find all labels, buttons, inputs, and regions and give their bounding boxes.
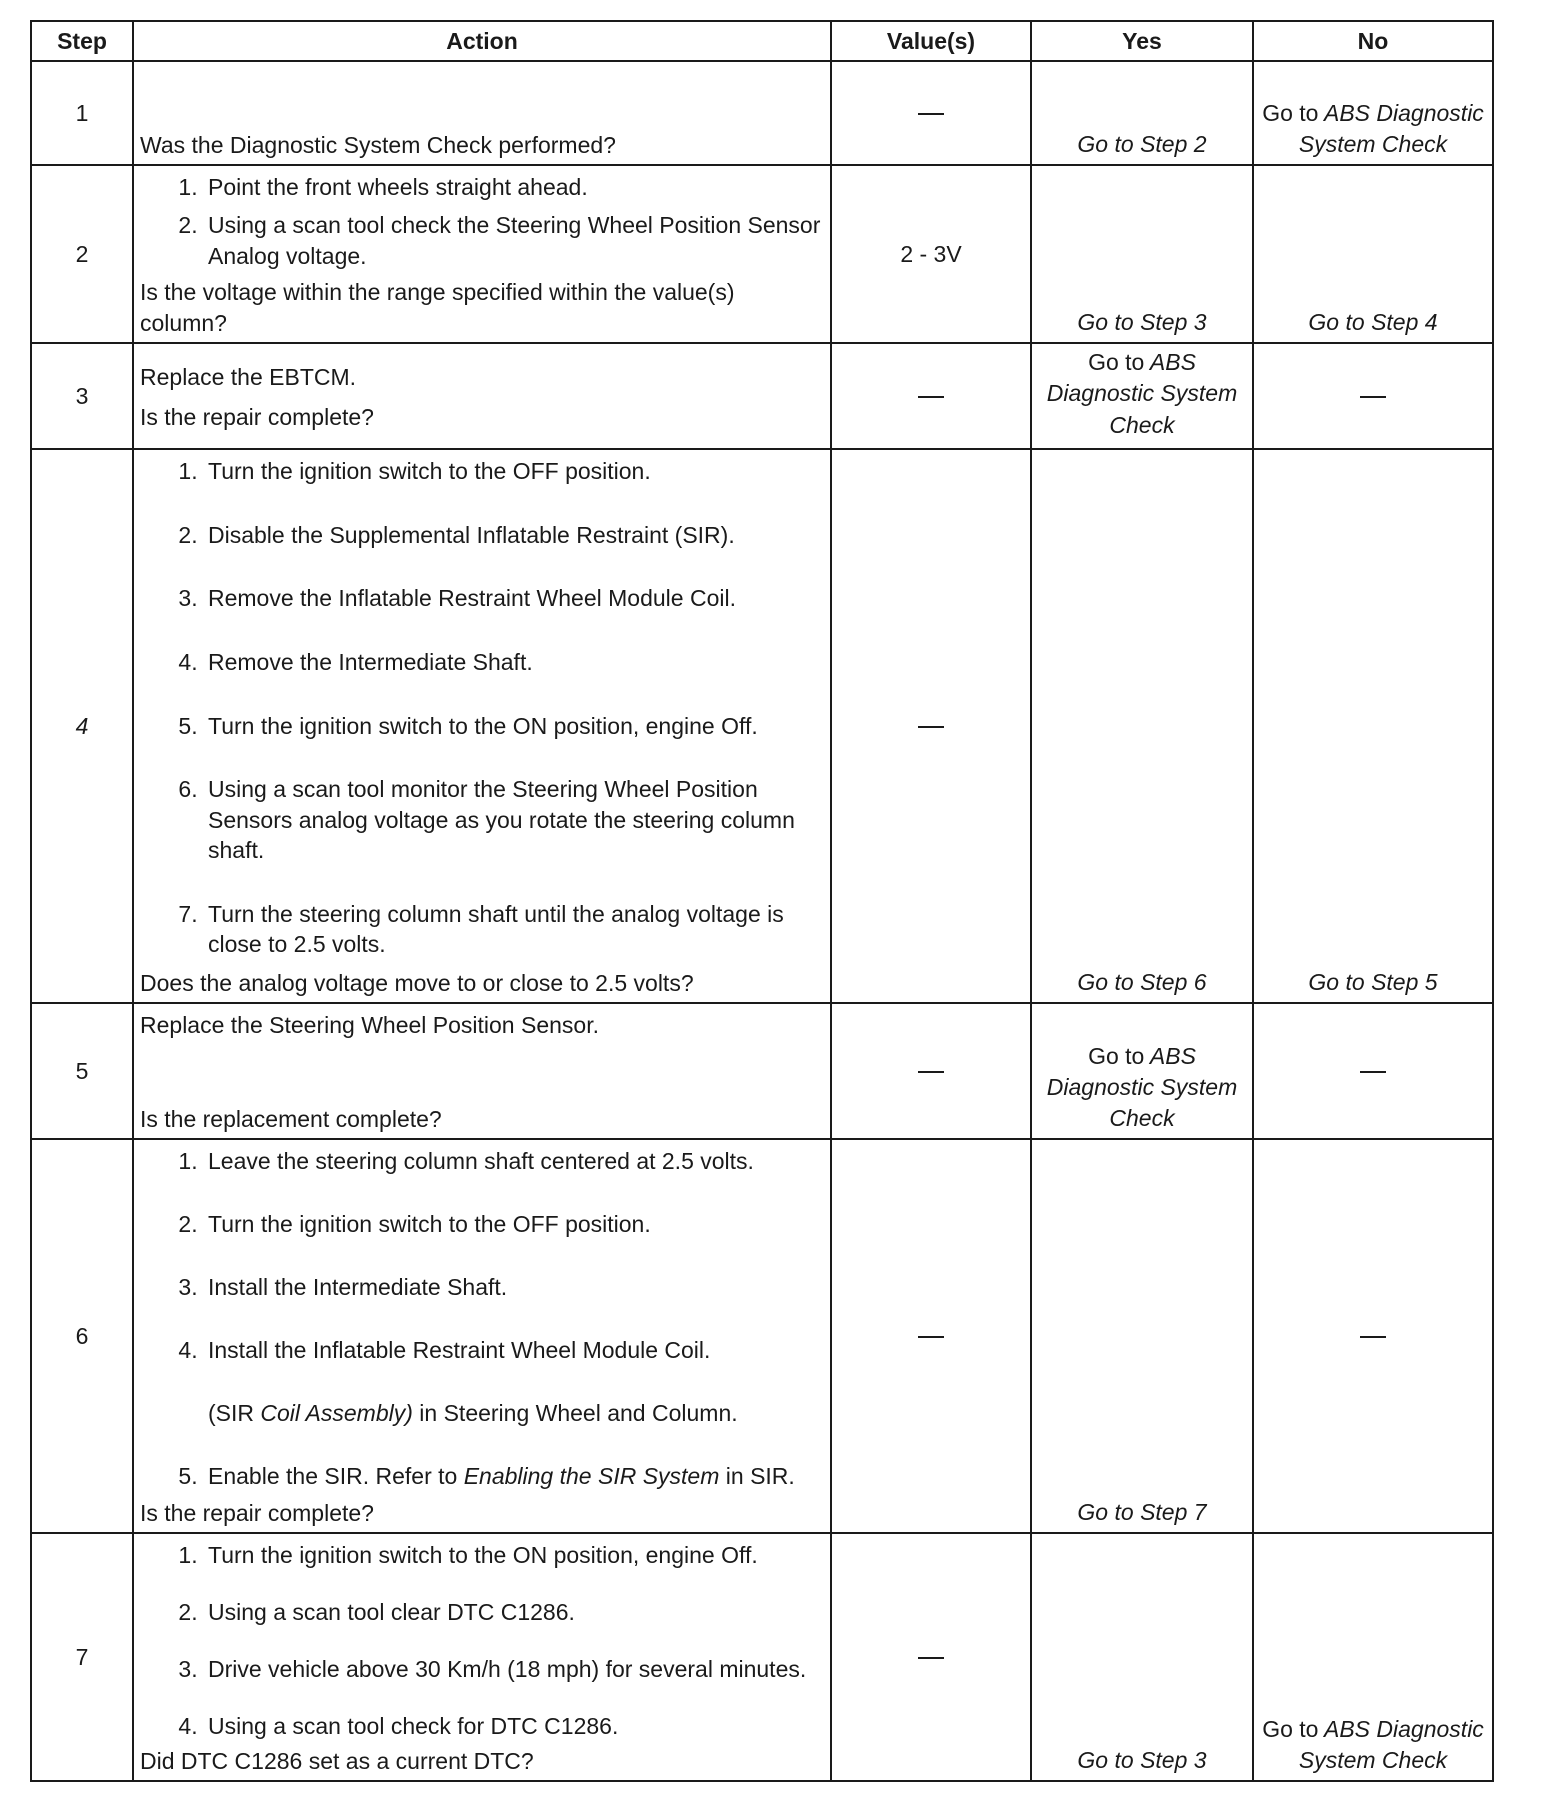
value-cell [831,1139,1031,1533]
step-number: 2 [31,165,133,343]
action-item: 3. Install the Intermediate Shaft. [204,1272,822,1302]
action-cell [133,449,831,1003]
action-item: 2. Disable the Supplemental Inflatable Restraint (SIR). [204,520,822,550]
action-item [204,1461,822,1491]
action-item: 5. Turn the ignition switch to the ON position, engine Off. [204,711,822,741]
action-item: 3. Drive vehicle above 30 Km/h (18 mph) for several minutes. [204,1654,822,1684]
action-cell [133,343,831,449]
value-dash [918,1657,944,1659]
step-number: 7 [31,1533,133,1781]
action-cell [133,1139,831,1533]
action-cell [133,61,831,165]
yes-cell [1031,1139,1253,1533]
item-italic: Enabling the SIR System [463,1463,720,1490]
header-no: No [1253,21,1493,61]
no-result [1254,98,1492,160]
header-values: Value(s) [831,21,1031,61]
table-row [31,343,1493,449]
value-dash [918,1336,944,1338]
header-yes: Yes [1031,21,1253,61]
yes-result: Go to Step 2 [1077,130,1207,157]
table-row [31,449,1493,1003]
value-dash [918,113,944,115]
no-result: Go to Step 4 [1308,308,1438,335]
value-cell [831,61,1031,165]
action-cell [133,165,831,343]
no-cell [1253,1533,1493,1781]
action-instruction: Replace the EBTCM. [140,363,357,390]
table-row [31,1139,1493,1533]
value-dash [918,396,944,398]
diagnostic-table [30,20,1494,1782]
action-cell [133,1533,831,1781]
yes-prefix: Go to [1088,349,1145,376]
yes-link-text: ABS Diagnostic System Check [1046,349,1238,438]
no-dash [1360,396,1386,398]
value-cell [831,1533,1031,1781]
step-number: 1 [31,61,133,165]
action-item: 4. Using a scan tool check for DTC C1286. [204,1711,822,1741]
yes-result: Go to Step 3 [1077,1746,1207,1773]
step-number: 4 [31,449,133,1003]
item-text: in SIR. [725,1463,795,1490]
action-item: 1. Leave the steering column shaft centered at 2.5 volts. [204,1146,822,1176]
action-question: Did DTC C1286 set as a current DTC? [140,1747,534,1774]
value-dash [918,726,944,728]
value-dash [918,1071,944,1073]
action-item: 7. Turn the steering column shaft until the analog voltage is close to 2.5 volts. [204,899,822,960]
yes-cell [1031,343,1253,449]
yes-result: Go to Step 3 [1077,308,1207,335]
no-link-text: ABS Diagnostic System Check [1298,99,1484,157]
no-link-text: ABS Diagnostic System Check [1298,1715,1484,1773]
action-item: 1. Turn the ignition switch to the OFF position. [204,456,822,486]
yes-prefix: Go to [1088,1042,1145,1069]
action-item: 3. Remove the Inflatable Restraint Wheel Module Coil. [204,583,822,613]
action-instruction: Replace the Steering Wheel Position Sensor. [140,1012,599,1038]
action-item: 4. Install the Inflatable Restraint Wheel Module Coil. [204,1335,822,1365]
action-item: 2. Using a scan tool check the Steering Wheel Position Sensor Analog voltage. [204,210,822,271]
no-prefix: Go to [1262,1715,1319,1742]
step-number: 5 [31,1003,133,1139]
no-cell [1253,1003,1493,1139]
yes-cell [1031,1003,1253,1139]
no-cell [1253,61,1493,165]
table-row [31,165,1493,343]
yes-result [1032,1041,1252,1134]
item-text: Enable the SIR. Refer to [208,1463,458,1490]
no-cell [1253,165,1493,343]
action-item: 1. Point the front wheels straight ahead. [204,172,822,202]
note-text: (SIR [208,1400,254,1427]
no-dash [1360,1071,1386,1073]
action-question: Is the voltage within the range specified within the value(s) column? [140,279,735,336]
action-item: 6. Using a scan tool monitor the Steering Wheel Position Sensors analog voltage as you rotate the steering column shaft. [204,774,822,865]
yes-cell [1031,1533,1253,1781]
action-cell [133,1003,831,1139]
value-cell [831,1003,1031,1139]
yes-result [1032,347,1252,440]
yes-cell [1031,449,1253,1003]
no-result [1254,1714,1492,1776]
action-question: Is the repair complete? [140,1499,374,1526]
header-step: Step [31,21,133,61]
no-prefix: Go to [1262,99,1319,126]
step-number: 3 [31,343,133,449]
no-dash [1360,1336,1386,1338]
yes-link-text: ABS Diagnostic System Check [1046,1042,1238,1131]
table-row [31,61,1493,165]
header-action: Action [133,21,831,61]
header-row [31,21,1493,61]
yes-cell [1031,165,1253,343]
yes-cell [1031,61,1253,165]
value-cell [831,449,1031,1003]
yes-result: Go to Step 7 [1077,1498,1207,1525]
yes-result: Go to Step 6 [1077,968,1207,995]
action-item-note [204,1398,822,1428]
value-cell [831,343,1031,449]
action-item: 2. Using a scan tool clear DTC C1286. [204,1597,822,1627]
table-row [31,1533,1493,1781]
action-question: Does the analog voltage move to or close to 2.5 volts? [140,969,694,996]
no-cell [1253,1139,1493,1533]
action-item: 2. Turn the ignition switch to the OFF position. [204,1209,822,1239]
action-question: Was the Diagnostic System Check performed? [140,131,616,158]
step-number: 6 [31,1139,133,1533]
table-row [31,1003,1493,1139]
action-question: Is the repair complete? [140,404,374,430]
action-item: 1. Turn the ignition switch to the ON position, engine Off. [204,1540,822,1570]
action-item: 4. Remove the Intermediate Shaft. [204,647,822,677]
no-result: Go to Step 5 [1308,968,1438,995]
value-cell: 2 - 3V [831,165,1031,343]
no-cell [1253,449,1493,1003]
note-text: in Steering Wheel and Column. [419,1400,738,1427]
no-cell [1253,343,1493,449]
action-question: Is the replacement complete? [140,1105,442,1132]
note-italic: Coil Assembly) [260,1400,413,1427]
